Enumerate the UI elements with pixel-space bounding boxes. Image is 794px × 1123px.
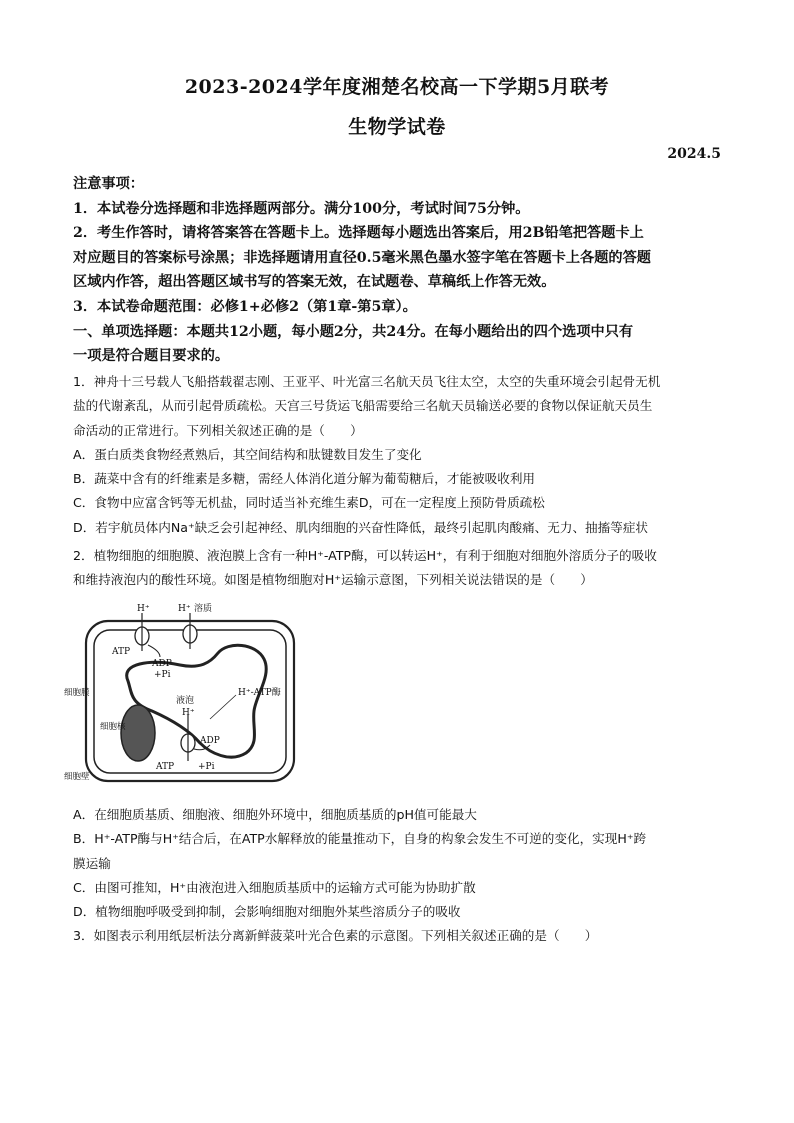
notes-heading: 注意事项： <box>73 176 144 192</box>
option-d: D．若宇航员体内Na⁺缺乏会引起神经、肌肉细胞的兴奋性降低，最终引起肌肉酸痛、无力、抽搐等症状 <box>73 519 649 535</box>
label-solute: 溶质 <box>194 604 213 614</box>
question-stem: 盐的代谢紊乱，从而引起骨质疏松。天宫三号货运飞船需要给三名航天员输送必要的食物以保证航天员生 <box>73 398 653 414</box>
nucleus-shape <box>121 705 155 761</box>
exam-subtitle: 生物学试卷 <box>348 116 446 138</box>
question-stem: 2．植物细胞的细胞膜、液泡膜上含有一种H⁺-ATP酶，可以转运H⁺，有利于细胞对细胞外溶质分子的吸收 <box>73 548 657 563</box>
notes-item: 区域内作答，超出答题区域书写的答案无效，在试题卷、草稿纸上作答无效。 <box>73 274 556 291</box>
notes-item: 对应题目的答案标号涂黑；非选择题请用直径0.5毫米黑色墨水签字笔在答题卡上各题的答题 <box>73 249 651 266</box>
exam-title: 2023-2024学年度湘楚名校高一下学期5月联考 <box>184 76 610 98</box>
label-adp-bottom: ADP <box>200 736 220 746</box>
notes-item: 1．本试卷分选择题和非选择题两部分。满分100分，考试时间75分钟。 <box>73 200 530 217</box>
label-nucleus: 细胞核 <box>100 722 126 732</box>
section-heading: 一项是符合题目要求的。 <box>73 348 230 365</box>
option-d: D．植物细胞呼吸受到抑制，会影响细胞对细胞外某些溶质分子的吸收 <box>73 904 461 920</box>
notes-section <box>73 172 723 369</box>
label-atp-top: ATP <box>112 647 131 657</box>
question-1 <box>73 370 725 540</box>
label-membrane-text: 细胞膜 <box>64 688 90 698</box>
option-a: A．蛋白质类食物经煮熟后，其空间结构和肽键数目发生了变化 <box>73 446 422 462</box>
label-atp-bottom: ATP <box>156 762 175 772</box>
notes-item: 2．考生作答时，请将答案答在答题卡上。选择题每小题选出答案后，用2B铅笔把答题卡上 <box>73 225 644 242</box>
label-h-solute: H⁺ <box>178 604 191 614</box>
question-stem: 和维持液泡内的酸性环境。如图是植物细胞对H⁺运输示意图，下列相关说法错误的是（ ） <box>73 572 593 588</box>
question-2-options <box>73 803 725 949</box>
question-3-stem: 3．如图表示利用纸层析法分离新鲜菠菜叶光合色素的示意图。下列相关叙述正确的是（ ） <box>73 928 598 944</box>
section-heading: 一、单项选择题：本题共12小题，每小题2分，共24分。在每小题给出的四个选项中只有 <box>73 323 634 340</box>
label-pi-bottom: +Pi <box>198 762 215 772</box>
label-h-vacuole: H⁺ <box>182 708 195 718</box>
option-c: C．由图可推知，H⁺由液泡进入细胞质基质中的运输方式可能为协助扩散 <box>73 879 476 895</box>
option-a: A．在细胞质基质、细胞液、细胞外环境中，细胞质基质的pH值可能最大 <box>73 807 477 822</box>
label-wall: 细胞壁 <box>64 772 90 782</box>
option-c: C．食物中应富含钙等无机盐，同时适当补充维生素D，可在一定程度上预防骨质疏松 <box>73 495 545 511</box>
question-stem: 命活动的正常进行。下列相关叙述正确的是（ ） <box>73 422 363 438</box>
notes-item: 3．本试卷命题范围：必修1+必修2（第1章-第5章）。 <box>73 298 417 315</box>
label-enzyme: H⁺-ATP酶 <box>238 688 281 698</box>
option-b: B．蔬菜中含有的纤维素是多糖，需经人体消化道分解为葡萄糖后，才能被吸收利用 <box>73 471 536 487</box>
label-h-top: H⁺ <box>137 604 150 614</box>
option-b: B．H⁺-ATP酶与H⁺结合后，在ATP水解释放的能量推动下，自身的构象会发生不可逆的变化，实现H⁺跨 <box>73 831 647 847</box>
label-vacuole: 液泡 <box>176 696 195 706</box>
label-membrane <box>64 687 90 698</box>
option-b-cont: 膜运输 <box>73 855 111 871</box>
exam-date: 2024.5 <box>667 146 721 162</box>
label-pi-top: +Pi <box>154 670 171 680</box>
cell-h-transport-figure <box>60 603 320 789</box>
question-stem: 1．神舟十三号载人飞船搭载翟志刚、王亚平、叶光富三名航天员飞往太空，太空的失重环境会引起骨无机 <box>73 374 661 389</box>
label-adp-top: ADP <box>152 659 172 669</box>
question-2 <box>73 544 725 593</box>
